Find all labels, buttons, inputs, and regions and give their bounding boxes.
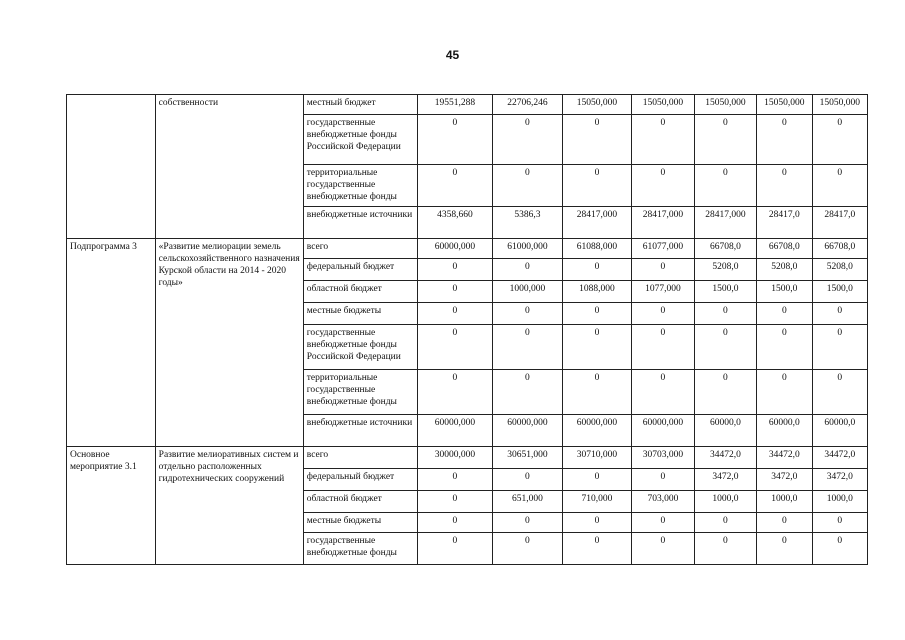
value-cell: 0 xyxy=(493,259,563,281)
value-cell: 0 xyxy=(632,259,694,281)
funding-source-cell: областной бюджет xyxy=(303,491,417,513)
value-cell: 15050,000 xyxy=(694,95,756,115)
value-cell: 60000,000 xyxy=(417,239,493,259)
value-cell: 0 xyxy=(812,115,867,165)
value-cell: 34472,0 xyxy=(694,447,756,469)
value-cell: 0 xyxy=(812,325,867,370)
value-cell: 1500,0 xyxy=(757,281,812,303)
value-cell: 30000,000 xyxy=(417,447,493,469)
value-cell: 0 xyxy=(757,303,812,325)
value-cell: 0 xyxy=(694,115,756,165)
value-cell: 0 xyxy=(493,165,563,207)
funding-source-cell: местные бюджеты xyxy=(303,513,417,533)
funding-source-cell: всего xyxy=(303,447,417,469)
value-cell: 0 xyxy=(417,303,493,325)
value-cell: 651,000 xyxy=(493,491,563,513)
value-cell: 22706,246 xyxy=(493,95,563,115)
table-row xyxy=(67,447,868,469)
value-cell: 0 xyxy=(562,370,632,415)
value-cell: 5208,0 xyxy=(812,259,867,281)
value-cell: 0 xyxy=(757,115,812,165)
value-cell: 28417,000 xyxy=(632,207,694,239)
value-cell: 0 xyxy=(632,469,694,491)
value-cell: 1000,000 xyxy=(493,281,563,303)
value-cell: 0 xyxy=(632,513,694,533)
funding-source-cell: государственные внебюджетные фонды Российской Федерации xyxy=(303,115,417,165)
funding-source-cell: всего xyxy=(303,239,417,259)
value-cell: 1000,0 xyxy=(812,491,867,513)
value-cell: 28417,0 xyxy=(757,207,812,239)
value-cell: 0 xyxy=(694,325,756,370)
value-cell: 0 xyxy=(417,165,493,207)
value-cell: 15050,000 xyxy=(562,95,632,115)
value-cell: 5208,0 xyxy=(694,259,756,281)
value-cell: 0 xyxy=(694,533,756,565)
value-cell: 0 xyxy=(812,303,867,325)
value-cell: 0 xyxy=(632,303,694,325)
value-cell: 5208,0 xyxy=(757,259,812,281)
description-cell: Развитие мелиоративных систем и отдельно расположенных гидротехнических сооружений xyxy=(155,447,303,565)
funding-source-cell: государственные внебюджетные фонды xyxy=(303,533,417,565)
value-cell: 710,000 xyxy=(562,491,632,513)
value-cell: 1000,0 xyxy=(757,491,812,513)
value-cell: 0 xyxy=(632,370,694,415)
value-cell: 0 xyxy=(632,165,694,207)
value-cell: 1500,0 xyxy=(812,281,867,303)
value-cell: 0 xyxy=(562,469,632,491)
value-cell: 34472,0 xyxy=(757,447,812,469)
program-cell: Подпрограмма 3 xyxy=(67,239,156,447)
value-cell: 19551,288 xyxy=(417,95,493,115)
value-cell: 0 xyxy=(562,513,632,533)
value-cell: 0 xyxy=(812,513,867,533)
value-cell: 1077,000 xyxy=(632,281,694,303)
value-cell: 0 xyxy=(562,303,632,325)
value-cell: 5386,3 xyxy=(493,207,563,239)
value-cell: 0 xyxy=(417,370,493,415)
value-cell: 3472,0 xyxy=(694,469,756,491)
table-body xyxy=(67,95,868,565)
value-cell: 0 xyxy=(694,513,756,533)
value-cell: 0 xyxy=(417,491,493,513)
funding-source-cell: внебюджетные источники xyxy=(303,415,417,447)
funding-source-cell: областной бюджет xyxy=(303,281,417,303)
value-cell: 1000,0 xyxy=(694,491,756,513)
funding-source-cell: государственные внебюджетные фонды Российской Федерации xyxy=(303,325,417,370)
funding-source-cell: территориальные государственные внебюджетные фонды xyxy=(303,370,417,415)
value-cell: 0 xyxy=(493,513,563,533)
funding-source-cell: местные бюджеты xyxy=(303,303,417,325)
value-cell: 0 xyxy=(694,370,756,415)
value-cell: 0 xyxy=(562,259,632,281)
value-cell: 0 xyxy=(493,325,563,370)
value-cell: 0 xyxy=(632,533,694,565)
table-row xyxy=(67,95,868,115)
value-cell: 0 xyxy=(757,165,812,207)
value-cell: 30651,000 xyxy=(493,447,563,469)
value-cell: 0 xyxy=(812,165,867,207)
value-cell: 60000,000 xyxy=(562,415,632,447)
value-cell: 60000,0 xyxy=(812,415,867,447)
value-cell: 15050,000 xyxy=(812,95,867,115)
value-cell: 0 xyxy=(757,513,812,533)
value-cell: 0 xyxy=(493,533,563,565)
value-cell: 0 xyxy=(493,303,563,325)
funding-source-cell: федеральный бюджет xyxy=(303,259,417,281)
value-cell: 3472,0 xyxy=(757,469,812,491)
program-cell xyxy=(67,95,156,239)
value-cell: 1500,0 xyxy=(694,281,756,303)
value-cell: 1088,000 xyxy=(562,281,632,303)
value-cell: 0 xyxy=(417,469,493,491)
value-cell: 61000,000 xyxy=(493,239,563,259)
value-cell: 0 xyxy=(417,259,493,281)
value-cell: 0 xyxy=(562,115,632,165)
value-cell: 60000,0 xyxy=(757,415,812,447)
value-cell: 61077,000 xyxy=(632,239,694,259)
value-cell: 61088,000 xyxy=(562,239,632,259)
value-cell: 0 xyxy=(757,533,812,565)
value-cell: 30710,000 xyxy=(562,447,632,469)
table-row xyxy=(67,239,868,259)
funding-source-cell: территориальные государственные внебюджетные фонды xyxy=(303,165,417,207)
value-cell: 0 xyxy=(417,281,493,303)
funding-source-cell: внебюджетные источники xyxy=(303,207,417,239)
description-cell: собственности xyxy=(155,95,303,239)
value-cell: 0 xyxy=(493,370,563,415)
value-cell: 34472,0 xyxy=(812,447,867,469)
value-cell: 60000,000 xyxy=(493,415,563,447)
budget-table xyxy=(66,94,868,565)
value-cell: 0 xyxy=(493,115,563,165)
value-cell: 3472,0 xyxy=(812,469,867,491)
program-cell: Основное мероприятие 3.1 xyxy=(67,447,156,565)
value-cell: 0 xyxy=(812,533,867,565)
value-cell: 60000,000 xyxy=(632,415,694,447)
value-cell: 0 xyxy=(812,370,867,415)
value-cell: 0 xyxy=(694,303,756,325)
value-cell: 15050,000 xyxy=(757,95,812,115)
value-cell: 0 xyxy=(562,165,632,207)
value-cell: 66708,0 xyxy=(812,239,867,259)
value-cell: 60000,0 xyxy=(694,415,756,447)
value-cell: 703,000 xyxy=(632,491,694,513)
page-number: 45 xyxy=(445,48,460,62)
description-cell: «Развитие мелиорации земель сельскохозяйственного назначения Курской области на 2014 - 2020 годы» xyxy=(155,239,303,447)
funding-source-cell: федеральный бюджет xyxy=(303,469,417,491)
value-cell: 0 xyxy=(562,325,632,370)
value-cell: 28417,0 xyxy=(812,207,867,239)
value-cell: 0 xyxy=(694,165,756,207)
value-cell: 15050,000 xyxy=(632,95,694,115)
value-cell: 0 xyxy=(417,533,493,565)
value-cell: 66708,0 xyxy=(694,239,756,259)
value-cell: 30703,000 xyxy=(632,447,694,469)
value-cell: 0 xyxy=(757,325,812,370)
value-cell: 60000,000 xyxy=(417,415,493,447)
value-cell: 0 xyxy=(632,115,694,165)
value-cell: 0 xyxy=(632,325,694,370)
funding-source-cell: местный бюджет xyxy=(303,95,417,115)
value-cell: 28417,000 xyxy=(694,207,756,239)
value-cell: 0 xyxy=(562,533,632,565)
value-cell: 28417,000 xyxy=(562,207,632,239)
value-cell: 4358,660 xyxy=(417,207,493,239)
value-cell: 66708,0 xyxy=(757,239,812,259)
value-cell: 0 xyxy=(417,513,493,533)
value-cell: 0 xyxy=(417,115,493,165)
value-cell: 0 xyxy=(417,325,493,370)
value-cell: 0 xyxy=(493,469,563,491)
value-cell: 0 xyxy=(757,370,812,415)
